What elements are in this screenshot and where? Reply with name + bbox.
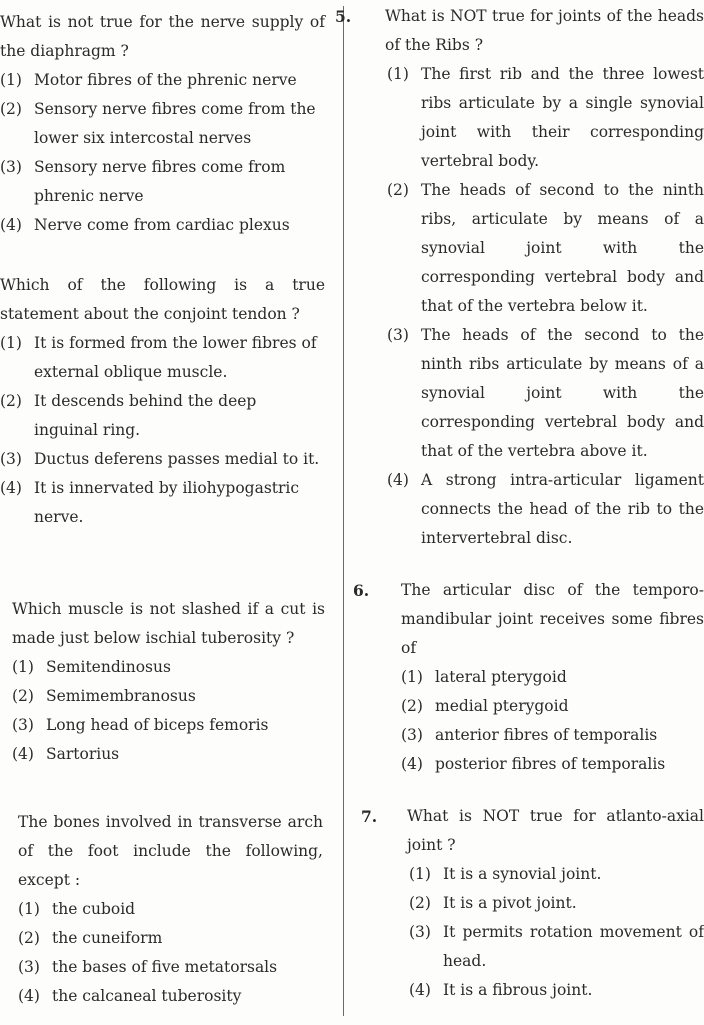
options-list <box>0 329 325 532</box>
options-list <box>18 895 323 1011</box>
option-text: The heads of second to the ninth ribs, articulate by means of a synovial joint with the corresponding vertebral body and that of the vertebra below it. <box>421 181 704 315</box>
option-item <box>401 721 704 750</box>
option-item <box>0 95 325 153</box>
question-block <box>335 2 704 553</box>
option-text: the calcaneal tuberosity <box>52 987 242 1005</box>
option-number: (3) <box>0 158 22 176</box>
option-item <box>0 329 325 387</box>
option-text: Motor fibres of the phrenic nerve <box>34 71 297 89</box>
option-text: Sensory nerve fibres come from phrenic nerve <box>34 158 286 205</box>
option-item <box>387 466 704 553</box>
question-number: 7. <box>361 807 378 826</box>
option-text: anterior fibres of temporalis <box>435 726 658 744</box>
options-list <box>0 66 325 240</box>
option-item <box>0 211 325 240</box>
option-text: Semitendinosus <box>46 658 171 676</box>
question-stem: Which of the following is a true statement about the conjoint tendon ? <box>0 276 325 323</box>
option-number: (2) <box>0 392 22 410</box>
option-number: (3) <box>409 923 431 941</box>
option-text: It descends behind the deep inguinal ring. <box>34 392 257 439</box>
option-number: (3) <box>12 716 34 734</box>
option-number: (2) <box>409 894 431 912</box>
option-text: the cuneiform <box>52 929 163 947</box>
option-item <box>0 66 325 95</box>
option-text: Nerve come from cardiac plexus <box>34 216 290 234</box>
option-text: the bases of five metatorsals <box>52 958 278 976</box>
option-item <box>401 663 704 692</box>
option-number: (1) <box>0 334 22 352</box>
option-item <box>18 982 323 1011</box>
question-block <box>0 271 325 532</box>
question-stem: Which muscle is not slashed if a cut is made just below ischial tuberosity ? <box>12 600 325 647</box>
option-text: The first rib and the three lowest ribs articulate by a single synovial joint with their corresponding vertebral body. <box>421 65 704 170</box>
option-number: (2) <box>387 181 409 199</box>
question-stem: The articular disc of the temporo-mandibular joint receives some fibres of <box>401 581 704 657</box>
question-stem: The bones involved in transverse arch of the foot include the following, except : <box>18 813 323 889</box>
question-stem: What is NOT true for joints of the heads of the Ribs ? <box>385 7 704 54</box>
option-number: (3) <box>387 326 409 344</box>
option-text: It permits rotation movement of head. <box>443 923 704 970</box>
option-number: (4) <box>409 981 431 999</box>
option-item <box>12 740 325 769</box>
question-stem: What is NOT true for atlanto-axial joint ? <box>407 807 704 854</box>
option-text: posterior fibres of temporalis <box>435 755 666 773</box>
option-number: (4) <box>0 479 22 497</box>
option-number: (1) <box>401 668 423 686</box>
options-list <box>12 653 325 769</box>
question-number: 5. <box>335 7 352 26</box>
option-item <box>12 711 325 740</box>
option-item <box>18 953 323 982</box>
option-text: lateral pterygoid <box>435 668 567 686</box>
option-text: medial pterygoid <box>435 697 569 715</box>
option-number: (1) <box>12 658 34 676</box>
option-number: (1) <box>18 900 40 918</box>
option-number: (1) <box>409 865 431 883</box>
option-number: (2) <box>0 100 22 118</box>
options-list <box>387 60 704 553</box>
question-number: 6. <box>353 581 370 600</box>
option-number: (2) <box>401 697 423 715</box>
question-block <box>335 576 704 779</box>
option-number: (2) <box>18 929 40 947</box>
question-block <box>335 802 704 1005</box>
option-text: Semimembranosus <box>46 687 196 705</box>
question-stem: What is not true for the nerve supply of the diaphragm ? <box>0 13 325 60</box>
option-number: (3) <box>18 958 40 976</box>
option-item <box>12 682 325 711</box>
option-number: (4) <box>12 745 34 763</box>
option-number: (1) <box>387 65 409 83</box>
question-block <box>0 595 325 769</box>
option-number: (3) <box>401 726 423 744</box>
option-text: It is innervated by iliohypogastric nerve. <box>34 479 300 526</box>
option-item <box>409 860 704 889</box>
option-number: (4) <box>401 755 423 773</box>
options-list <box>409 860 704 1005</box>
option-number: (3) <box>0 450 22 468</box>
option-item <box>409 889 704 918</box>
option-text: Ductus deferens passes medial to it. <box>34 450 320 468</box>
option-text: It is a pivot joint. <box>443 894 577 912</box>
question-block <box>0 808 323 1011</box>
option-number: (2) <box>12 687 34 705</box>
options-list <box>401 663 704 779</box>
option-item <box>409 976 704 1005</box>
option-text: The heads of the second to the ninth ribs articulate by means of a synovial joint with the corresponding vertebral body and that of the vertebra above it. <box>421 326 704 460</box>
option-number: (4) <box>387 471 409 489</box>
option-text: Sensory nerve fibres come from the lower six intercostal nerves <box>34 100 316 147</box>
option-item <box>401 750 704 779</box>
option-item <box>0 387 325 445</box>
option-item <box>18 924 323 953</box>
option-item <box>387 176 704 321</box>
option-text: A strong intra-articular ligament connects the head of the rib to the intervertebral disc. <box>421 471 704 547</box>
option-item <box>12 653 325 682</box>
option-text: It is a fibrous joint. <box>443 981 593 999</box>
option-item <box>401 692 704 721</box>
option-item <box>18 895 323 924</box>
option-item <box>0 445 325 474</box>
option-item <box>387 60 704 176</box>
option-number: (4) <box>0 216 22 234</box>
option-number: (1) <box>0 71 22 89</box>
option-number: (4) <box>18 987 40 1005</box>
option-text: Sartorius <box>46 745 120 763</box>
option-item <box>387 321 704 466</box>
question-block <box>0 8 325 240</box>
option-text: the cuboid <box>52 900 136 918</box>
option-text: It is a synovial joint. <box>443 865 602 883</box>
option-item <box>0 153 325 211</box>
option-text: Long head of biceps femoris <box>46 716 269 734</box>
option-item <box>0 474 325 532</box>
option-item <box>409 918 704 976</box>
option-text: It is formed from the lower fibres of external oblique muscle. <box>34 334 317 381</box>
